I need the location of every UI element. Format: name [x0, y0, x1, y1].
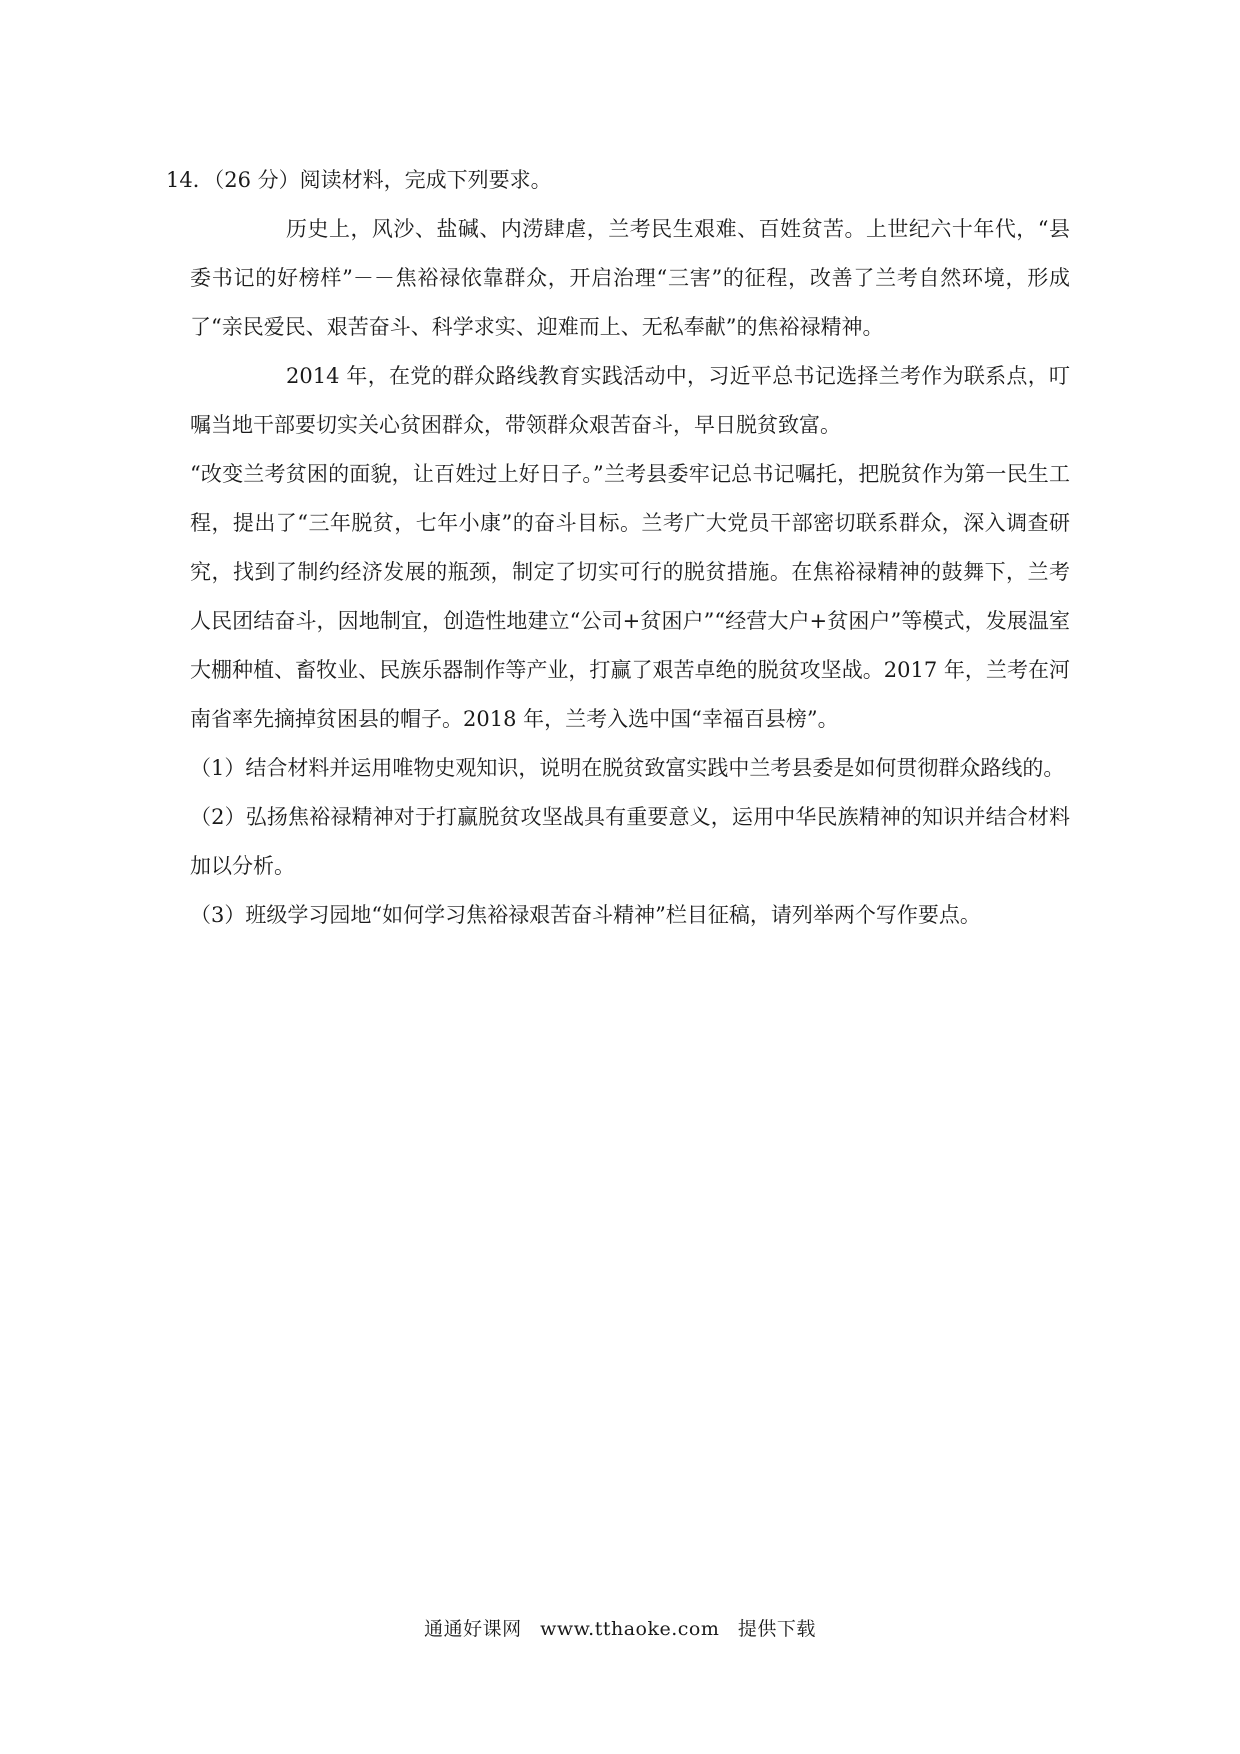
sub-question-2: （2）弘扬焦裕禄精神对于打赢脱贫攻坚战具有重要意义，运用中华民族精神的知识并结合材料加以分析。 — [190, 805, 1070, 878]
material-paragraph-1: 历史上，风沙、盐碱、内涝肆虐，兰考民生艰难、百姓贫苦。上世纪六十年代，“县委书记的好榜样”－－焦裕禄依靠群众，开启治理“三害”的征程，改善了兰考自然环境，形成了“亲民爱民、艰苦奋斗、科学求实、迎难而上、无私奉献”的焦裕禄精神。 — [190, 217, 1070, 339]
footer-url: www.tthaoke.com — [540, 1618, 720, 1640]
material-paragraph-3: “改变兰考贫困的面貌，让百姓过上好日子。”兰考县委牢记总书记嘱托，把脱贫作为第一民生工程，提出了“三年脱贫，七年小康”的奋斗目标。兰考广大党员干部密切联系群众，深入调查研究，找到了制约经济发展的瓶颈，制定了切实可行的脱贫措施。在焦裕禄精神的鼓舞下，兰考人民团结奋斗，因地制宜，创造性地建立“公司+贫困户”“经营大户+贫困户”等模式，发展温室大棚种植、畜牧业、民族乐器制作等产业，打赢了艰苦卓绝的脱贫攻坚战。2017 年，兰考在河南省率先摘掉贫困县的帽子。2018 年，兰考入选中国“幸福百县榜”。 — [190, 462, 1070, 731]
sub-question-1: （1）结合材料并运用唯物史观知识，说明在脱贫致富实践中兰考县委是如何贯彻群众路线的。 — [190, 756, 1065, 780]
question-14 — [166, 156, 1070, 940]
question-heading: 14．（26 分）阅读材料，完成下列要求。 — [166, 168, 552, 192]
sub-question-3: （3）班级学习园地“如何学习焦裕禄艰苦奋斗精神”栏目征稿，请列举两个写作要点。 — [190, 903, 981, 927]
page-footer — [0, 1614, 1240, 1641]
footer-site-name: 通通好课网 — [424, 1618, 522, 1640]
material-paragraph-2: 2014 年，在党的群众路线教育实践活动中，习近平总书记选择兰考作为联系点，叮嘱当地干部要切实关心贫困群众，带领群众艰苦奋斗，早日脱贫致富。 — [190, 364, 1070, 437]
footer-suffix: 提供下载 — [737, 1618, 816, 1640]
